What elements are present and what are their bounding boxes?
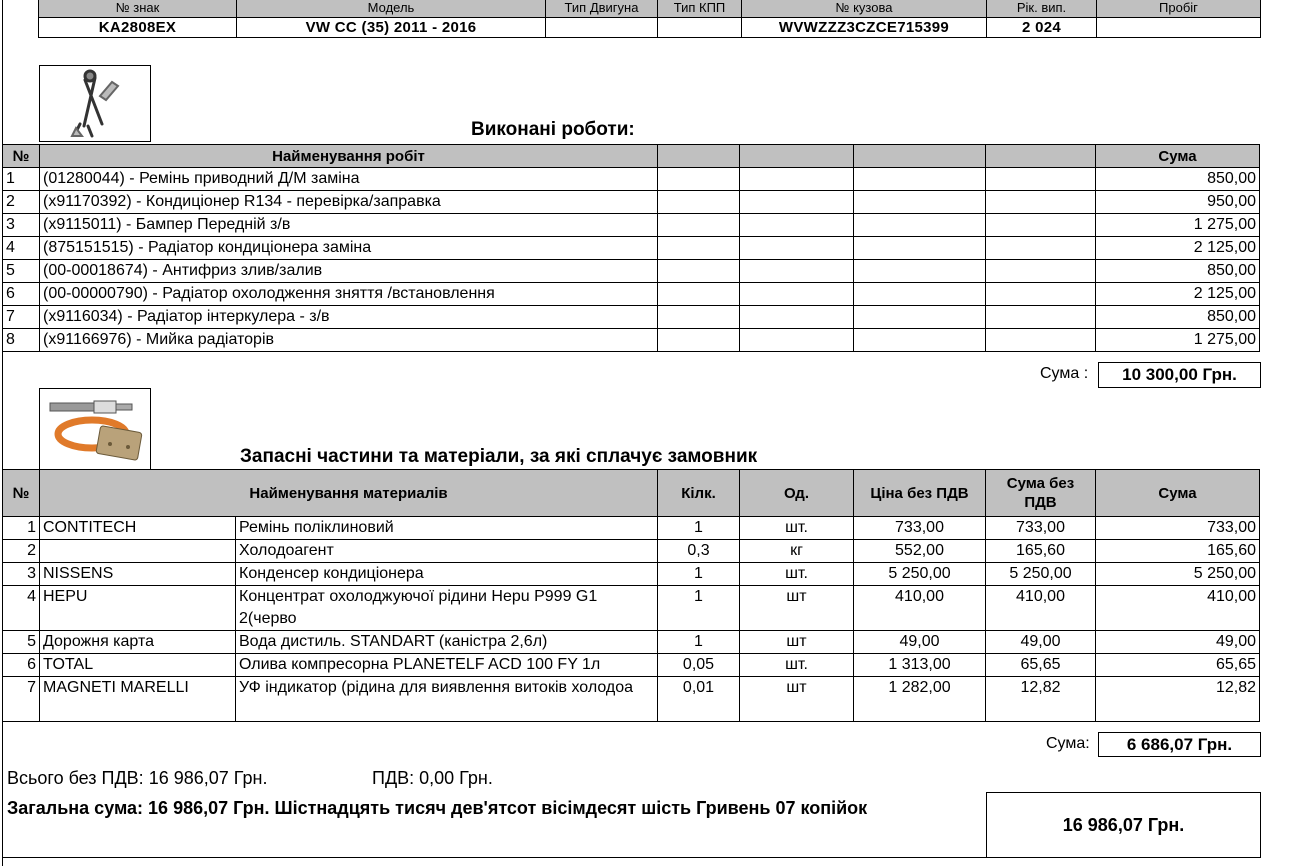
vehicle-year: 2 024 [987,18,1097,38]
part-num: 5 [3,631,40,654]
vehicle-model: VW CC (35) 2011 - 2016 [237,18,546,38]
work-name: (00-00018674) - Антифриз злив/залив [40,260,658,283]
part-num: 6 [3,654,40,677]
part-price: 49,00 [854,631,986,654]
work-name: (00-00000790) - Радіатор охолодження зняття /встановлення [40,283,658,306]
part-sum-novat: 49,00 [986,631,1096,654]
table-row [3,654,1260,677]
parts-header-sum: Сума [1096,470,1260,517]
vehicle-header-vin: № кузова [742,0,987,18]
work-empty [740,168,854,191]
work-num: 3 [3,214,40,237]
work-sum: 850,00 [1096,168,1260,191]
table-row [3,168,1260,191]
work-name: (875151515) - Радіатор кондиціонера заміна [40,237,658,260]
work-empty [986,306,1096,329]
part-unit: шт [740,677,854,722]
part-price: 410,00 [854,586,986,631]
work-empty [658,283,740,306]
part-name: Концентрат охолоджуючої рідини Hepu P999 G1 2(черво [236,586,658,631]
work-empty [740,329,854,352]
part-num: 4 [3,586,40,631]
works-header-empty [740,145,854,168]
vehicle-table [38,0,1261,38]
work-sum: 850,00 [1096,260,1260,283]
work-empty [854,237,986,260]
parts-title: Запасні частини та матеріали, за які сплачує замовник [240,446,758,467]
works-title: Виконані роботи: [471,119,635,140]
part-unit: кг [740,540,854,563]
work-num: 5 [3,260,40,283]
part-brand: Дорожня карта [40,631,236,654]
work-empty [658,329,740,352]
part-num: 2 [3,540,40,563]
page-left-border [2,0,3,866]
part-price: 1 282,00 [854,677,986,722]
part-name: УФ індикатор (рідина для виявлення витоків холодоа [236,677,658,722]
work-num: 4 [3,237,40,260]
parts-header-name: Найменування материалів [40,470,658,517]
work-empty [658,214,740,237]
work-empty [986,329,1096,352]
work-empty [986,260,1096,283]
work-name: (01280044) - Ремінь приводний Д/М заміна [40,168,658,191]
work-empty [854,283,986,306]
works-header-empty [854,145,986,168]
part-qty: 0,01 [658,677,740,722]
part-sum: 5 250,00 [1096,563,1260,586]
table-row [3,540,1260,563]
part-sum-novat: 165,60 [986,540,1096,563]
work-empty [986,191,1096,214]
part-qty: 1 [658,631,740,654]
vehicle-header-year: Рік. вип. [987,0,1097,18]
work-empty [854,168,986,191]
works-header-num: № [3,145,40,168]
vehicle-header-gearbox: Тип КПП [658,0,742,18]
grand-total-text: Загальна сума: 16 986,07 Грн. Шістнадцять тисяч дев'ятсот вісімдесят шість Гривень 07 копійок [7,798,868,818]
works-header-sum: Сума [1096,145,1260,168]
work-empty [854,306,986,329]
parts-table [2,469,1260,722]
vehicle-engine [546,18,658,38]
work-empty [658,260,740,283]
work-empty [658,306,740,329]
part-unit: шт [740,631,854,654]
part-sum-novat: 733,00 [986,517,1096,540]
part-brand [40,540,236,563]
part-brand: CONTITECH [40,517,236,540]
works-total-label: Сума : [1040,365,1089,382]
part-name: Холодоагент [236,540,658,563]
works-table [2,144,1260,352]
part-price: 1 313,00 [854,654,986,677]
table-row [3,306,1260,329]
parts-total-label: Сума: [1046,735,1090,752]
vehicle-header-model: Модель [237,0,546,18]
works-header-empty [986,145,1096,168]
part-sum-novat: 12,82 [986,677,1096,722]
work-sum: 850,00 [1096,306,1260,329]
table-row [3,631,1260,654]
work-empty [740,237,854,260]
parts-header-num: № [3,470,40,517]
part-brand: TOTAL [40,654,236,677]
wrench-tools-icon [39,65,151,142]
part-num: 1 [3,517,40,540]
work-num: 8 [3,329,40,352]
work-empty [854,191,986,214]
works-header-name: Найменування робіт [40,145,658,168]
vehicle-vin: WVWZZZ3CZCE715399 [742,18,987,38]
parts-total-value: 6 686,07 Грн. [1098,732,1261,757]
part-unit: шт [740,586,854,631]
work-name: (x9115011) - Бампер Передній з/в [40,214,658,237]
part-unit: шт. [740,517,854,540]
work-num: 1 [3,168,40,191]
work-sum: 950,00 [1096,191,1260,214]
part-name: Вода дистиль. STANDART (каністра 2,6л) [236,631,658,654]
work-empty [986,283,1096,306]
work-empty [854,260,986,283]
vehicle-gearbox [658,18,742,38]
work-empty [854,214,986,237]
total-without-vat: Всього без ПДВ: 16 986,07 Грн. [7,768,268,788]
work-empty [740,306,854,329]
part-unit: шт. [740,654,854,677]
table-row [3,517,1260,540]
work-num: 6 [3,283,40,306]
part-unit: шт. [740,563,854,586]
works-total-value: 10 300,00 Грн. [1098,362,1261,388]
part-brand: NISSENS [40,563,236,586]
part-sum: 12,82 [1096,677,1260,722]
part-num: 7 [3,677,40,722]
part-qty: 0,05 [658,654,740,677]
part-sum-novat: 410,00 [986,586,1096,631]
part-sum: 49,00 [1096,631,1260,654]
table-row [3,191,1260,214]
work-sum: 2 125,00 [1096,237,1260,260]
work-empty [740,260,854,283]
table-row [3,586,1260,631]
part-price: 552,00 [854,540,986,563]
part-qty: 1 [658,586,740,631]
work-sum: 2 125,00 [1096,283,1260,306]
work-empty [986,168,1096,191]
part-name: Ремінь поліклиновий [236,517,658,540]
part-sum: 65,65 [1096,654,1260,677]
work-num: 2 [3,191,40,214]
work-name: (x9116034) - Радіатор інтеркулера - з/в [40,306,658,329]
work-empty [986,214,1096,237]
table-row [3,283,1260,306]
part-price: 5 250,00 [854,563,986,586]
part-sum: 733,00 [1096,517,1260,540]
work-empty [740,214,854,237]
work-name: (x91170392) - Кондиціонер R134 - перевірка/заправка [40,191,658,214]
part-qty: 0,3 [658,540,740,563]
works-header-empty [658,145,740,168]
work-empty [740,283,854,306]
spark-plug-parts-icon [39,388,151,470]
table-row [3,260,1260,283]
work-empty [740,191,854,214]
part-qty: 1 [658,563,740,586]
parts-header-qty: Кілк. [658,470,740,517]
part-qty: 1 [658,517,740,540]
work-empty [658,168,740,191]
vehicle-plate: KA2808EX [39,18,237,38]
work-empty [854,329,986,352]
work-empty [658,191,740,214]
part-sum-novat: 65,65 [986,654,1096,677]
table-row [3,329,1260,352]
work-empty [658,237,740,260]
parts-header-unit: Од. [740,470,854,517]
part-price: 733,00 [854,517,986,540]
parts-header-sum-novat: Сума без ПДВ [986,470,1096,517]
part-sum-novat: 5 250,00 [986,563,1096,586]
vehicle-mileage [1097,18,1261,38]
grand-total-box: 16 986,07 Грн. [986,792,1261,858]
part-name: Конденсер кондиціонера [236,563,658,586]
table-row [3,214,1260,237]
part-brand: HEPU [40,586,236,631]
vehicle-header-engine: Тип Двигуна [546,0,658,18]
work-sum: 1 275,00 [1096,329,1260,352]
vehicle-header-plate: № знак [39,0,237,18]
parts-header-price: Ціна без ПДВ [854,470,986,517]
part-sum: 410,00 [1096,586,1260,631]
work-name: (x91166976) - Мийка радіаторів [40,329,658,352]
table-row [3,563,1260,586]
table-row [3,237,1260,260]
vehicle-header-mileage: Пробіг [1097,0,1261,18]
work-empty [986,237,1096,260]
part-brand: MAGNETI MARELLI [40,677,236,722]
work-num: 7 [3,306,40,329]
table-row [3,677,1260,722]
part-name: Олива компресорна PLANETELF ACD 100 FY 1л [236,654,658,677]
part-sum: 165,60 [1096,540,1260,563]
vat-amount: ПДВ: 0,00 Грн. [372,768,493,788]
work-sum: 1 275,00 [1096,214,1260,237]
part-num: 3 [3,563,40,586]
